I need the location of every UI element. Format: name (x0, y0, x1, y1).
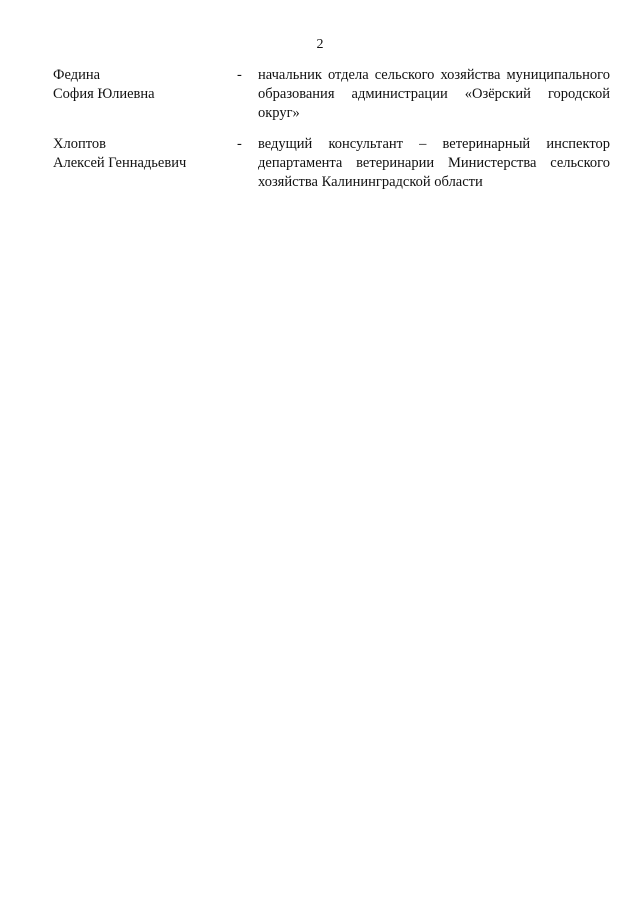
entry-dash: - (237, 136, 242, 152)
member-name (53, 66, 228, 104)
entry-dash: - (237, 67, 242, 83)
page-number: 2 (316, 37, 324, 52)
member-position: начальник отдела сельского хозяйства муниципального образования администрации «Озёрский городской округ» (258, 67, 610, 121)
member-surname: Федина (53, 67, 101, 83)
member-surname: Хлоптов (53, 136, 106, 152)
member-given-names: Алексей Геннадьевич (53, 155, 187, 171)
member-position: ведущий консультант – ветеринарный инспектор департамента ветеринарии Министерства сельского хозяйства Калининградской области (258, 136, 610, 190)
member-name (53, 135, 228, 173)
member-given-names: София Юлиевна (53, 86, 155, 102)
